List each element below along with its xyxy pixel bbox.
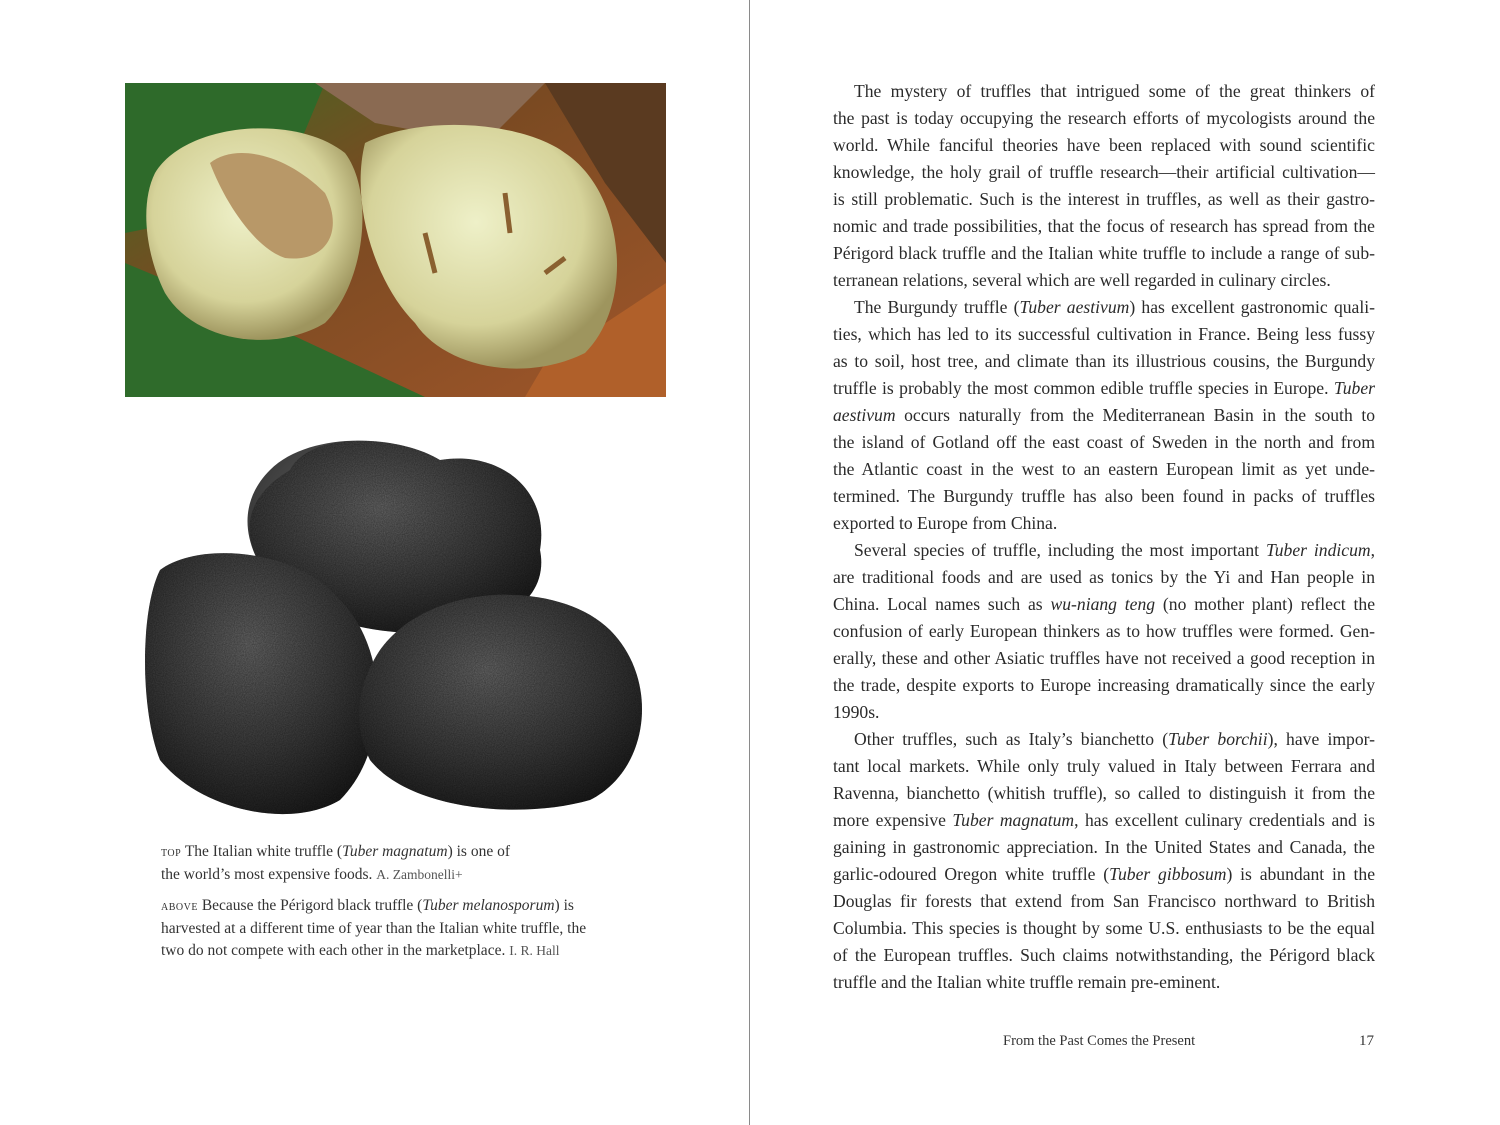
text-line: gaining in gastronomic appreciation. In the United States and Canada, the bbox=[833, 837, 1375, 857]
page-number: 17 bbox=[1359, 1033, 1374, 1049]
italic-term: Tuber melanosporum bbox=[422, 897, 555, 914]
italic-term: Tuber magnatum bbox=[342, 843, 448, 860]
paragraph bbox=[833, 78, 1375, 294]
photo-credit: A. Zambonelli+ bbox=[376, 867, 463, 882]
italic-term: Tuber aestivum bbox=[1019, 297, 1130, 317]
caption-label: top bbox=[161, 845, 182, 860]
text-line: is still problematic. Such is the interest in truffles, as well as their gastro- bbox=[833, 189, 1375, 209]
caption-line: harvested at a different time of year than the Italian white truffle, the bbox=[161, 920, 587, 937]
text-line: erally, these and other Asiatic truffles have not received a good reception in bbox=[833, 648, 1375, 668]
italic-term: Tuber bbox=[1333, 378, 1375, 398]
text-line: Several species of truffle, including the most important Tuber indicum, bbox=[854, 540, 1375, 560]
italic-term: aestivum bbox=[833, 405, 896, 425]
italic-term: Tuber magnatum bbox=[952, 810, 1075, 830]
caption-line: top The Italian white truffle (Tuber magnatum) is one of bbox=[161, 843, 510, 860]
text-line: The Burgundy truffle (Tuber aestivum) has excellent gastronomic quali- bbox=[854, 297, 1375, 317]
italic-term: Tuber gibbosum bbox=[1109, 864, 1227, 884]
left-page bbox=[0, 0, 749, 1125]
text-line: nomic and trade possibilities, that the focus of research has spread from the bbox=[833, 216, 1375, 236]
paragraph bbox=[833, 294, 1375, 537]
italic-term: wu-niang teng bbox=[1050, 594, 1156, 614]
text-line: Other truffles, such as Italy’s bianchetto (Tuber borchii), have impor- bbox=[854, 729, 1375, 749]
text-line: Columbia. This species is thought by some U.S. enthusiasts to be the equal bbox=[833, 918, 1375, 938]
photo-credit: I. R. Hall bbox=[509, 943, 560, 958]
italic-term: Tuber indicum bbox=[1265, 540, 1371, 560]
running-head: From the Past Comes the Present bbox=[1003, 1033, 1196, 1049]
caption-label: above bbox=[161, 899, 198, 914]
text-line: exported to Europe from China. bbox=[833, 513, 1058, 533]
black-truffle-photo bbox=[140, 430, 655, 820]
text-line: truffle is probably the most common edible truffle species in Europe. Tuber bbox=[833, 378, 1375, 398]
text-line: Ravenna, bianchetto (whitish truffle), so called to distinguish it from the bbox=[833, 783, 1375, 803]
text-line: knowledge, the holy grail of truffle research—their artificial cultivation— bbox=[833, 162, 1375, 182]
text-line: as to soil, host tree, and climate than its illustrious cousins, the Burgundy bbox=[833, 351, 1375, 371]
white-truffle-photo bbox=[125, 83, 666, 397]
text-line: termined. The Burgundy truffle has also been found in packs of truffles bbox=[833, 486, 1375, 506]
body-text bbox=[833, 78, 1375, 996]
text-line: the Atlantic coast in the west to an eastern European limit as yet unde- bbox=[833, 459, 1375, 479]
caption-above bbox=[161, 895, 631, 962]
caption-top bbox=[161, 841, 631, 886]
italic-term: Tuber borchii bbox=[1168, 729, 1268, 749]
text-line: Douglas fir forests that extend from San Francisco northward to British bbox=[833, 891, 1375, 911]
text-line: the island of Gotland off the east coast of Sweden in the north and from bbox=[833, 432, 1375, 452]
text-line: of the European truffles. Such claims notwithstanding, the Périgord black bbox=[833, 945, 1375, 965]
text-line: terranean relations, several which are well regarded in culinary circles. bbox=[833, 270, 1331, 290]
text-line: ties, which has led to its successful cultivation in France. Being less fussy bbox=[833, 324, 1375, 344]
text-line: Périgord black truffle and the Italian white truffle to include a range of sub- bbox=[833, 243, 1375, 263]
text-line: are traditional foods and are used as tonics by the Yi and Han people in bbox=[833, 567, 1375, 587]
text-line: confusion of early European thinkers as to how truffles were formed. Gen- bbox=[833, 621, 1375, 641]
text-line: truffle and the Italian white truffle remain pre-eminent. bbox=[833, 972, 1221, 992]
text-line: the past is today occupying the research efforts of mycologists around the bbox=[833, 108, 1375, 128]
caption-line: the world’s most expensive foods. A. Zambonelli+ bbox=[161, 866, 463, 883]
paragraph bbox=[833, 537, 1375, 726]
text-line: aestivum occurs naturally from the Mediterranean Basin in the south to bbox=[833, 405, 1375, 425]
text-line: tant local markets. While only truly valued in Italy between Ferrara and bbox=[833, 756, 1375, 776]
text-line: the trade, despite exports to Europe increasing dramatically since the early bbox=[833, 675, 1375, 695]
text-line: world. While fanciful theories have been replaced with sound scientific bbox=[833, 135, 1375, 155]
text-line: The mystery of truffles that intrigued some of the great thinkers of bbox=[854, 81, 1375, 101]
caption-line: two do not compete with each other in the marketplace. I. R. Hall bbox=[161, 942, 560, 959]
text-line: garlic-odoured Oregon white truffle (Tuber gibbosum) is abundant in the bbox=[833, 864, 1376, 884]
text-line: 1990s. bbox=[833, 702, 880, 722]
paragraph bbox=[833, 726, 1375, 996]
caption-line: above Because the Périgord black truffle (Tuber melanosporum) is bbox=[161, 897, 574, 914]
text-line: more expensive Tuber magnatum, has excellent culinary credentials and is bbox=[833, 810, 1376, 830]
text-line: China. Local names such as wu-niang teng (no mother plant) reflect the bbox=[833, 594, 1375, 614]
